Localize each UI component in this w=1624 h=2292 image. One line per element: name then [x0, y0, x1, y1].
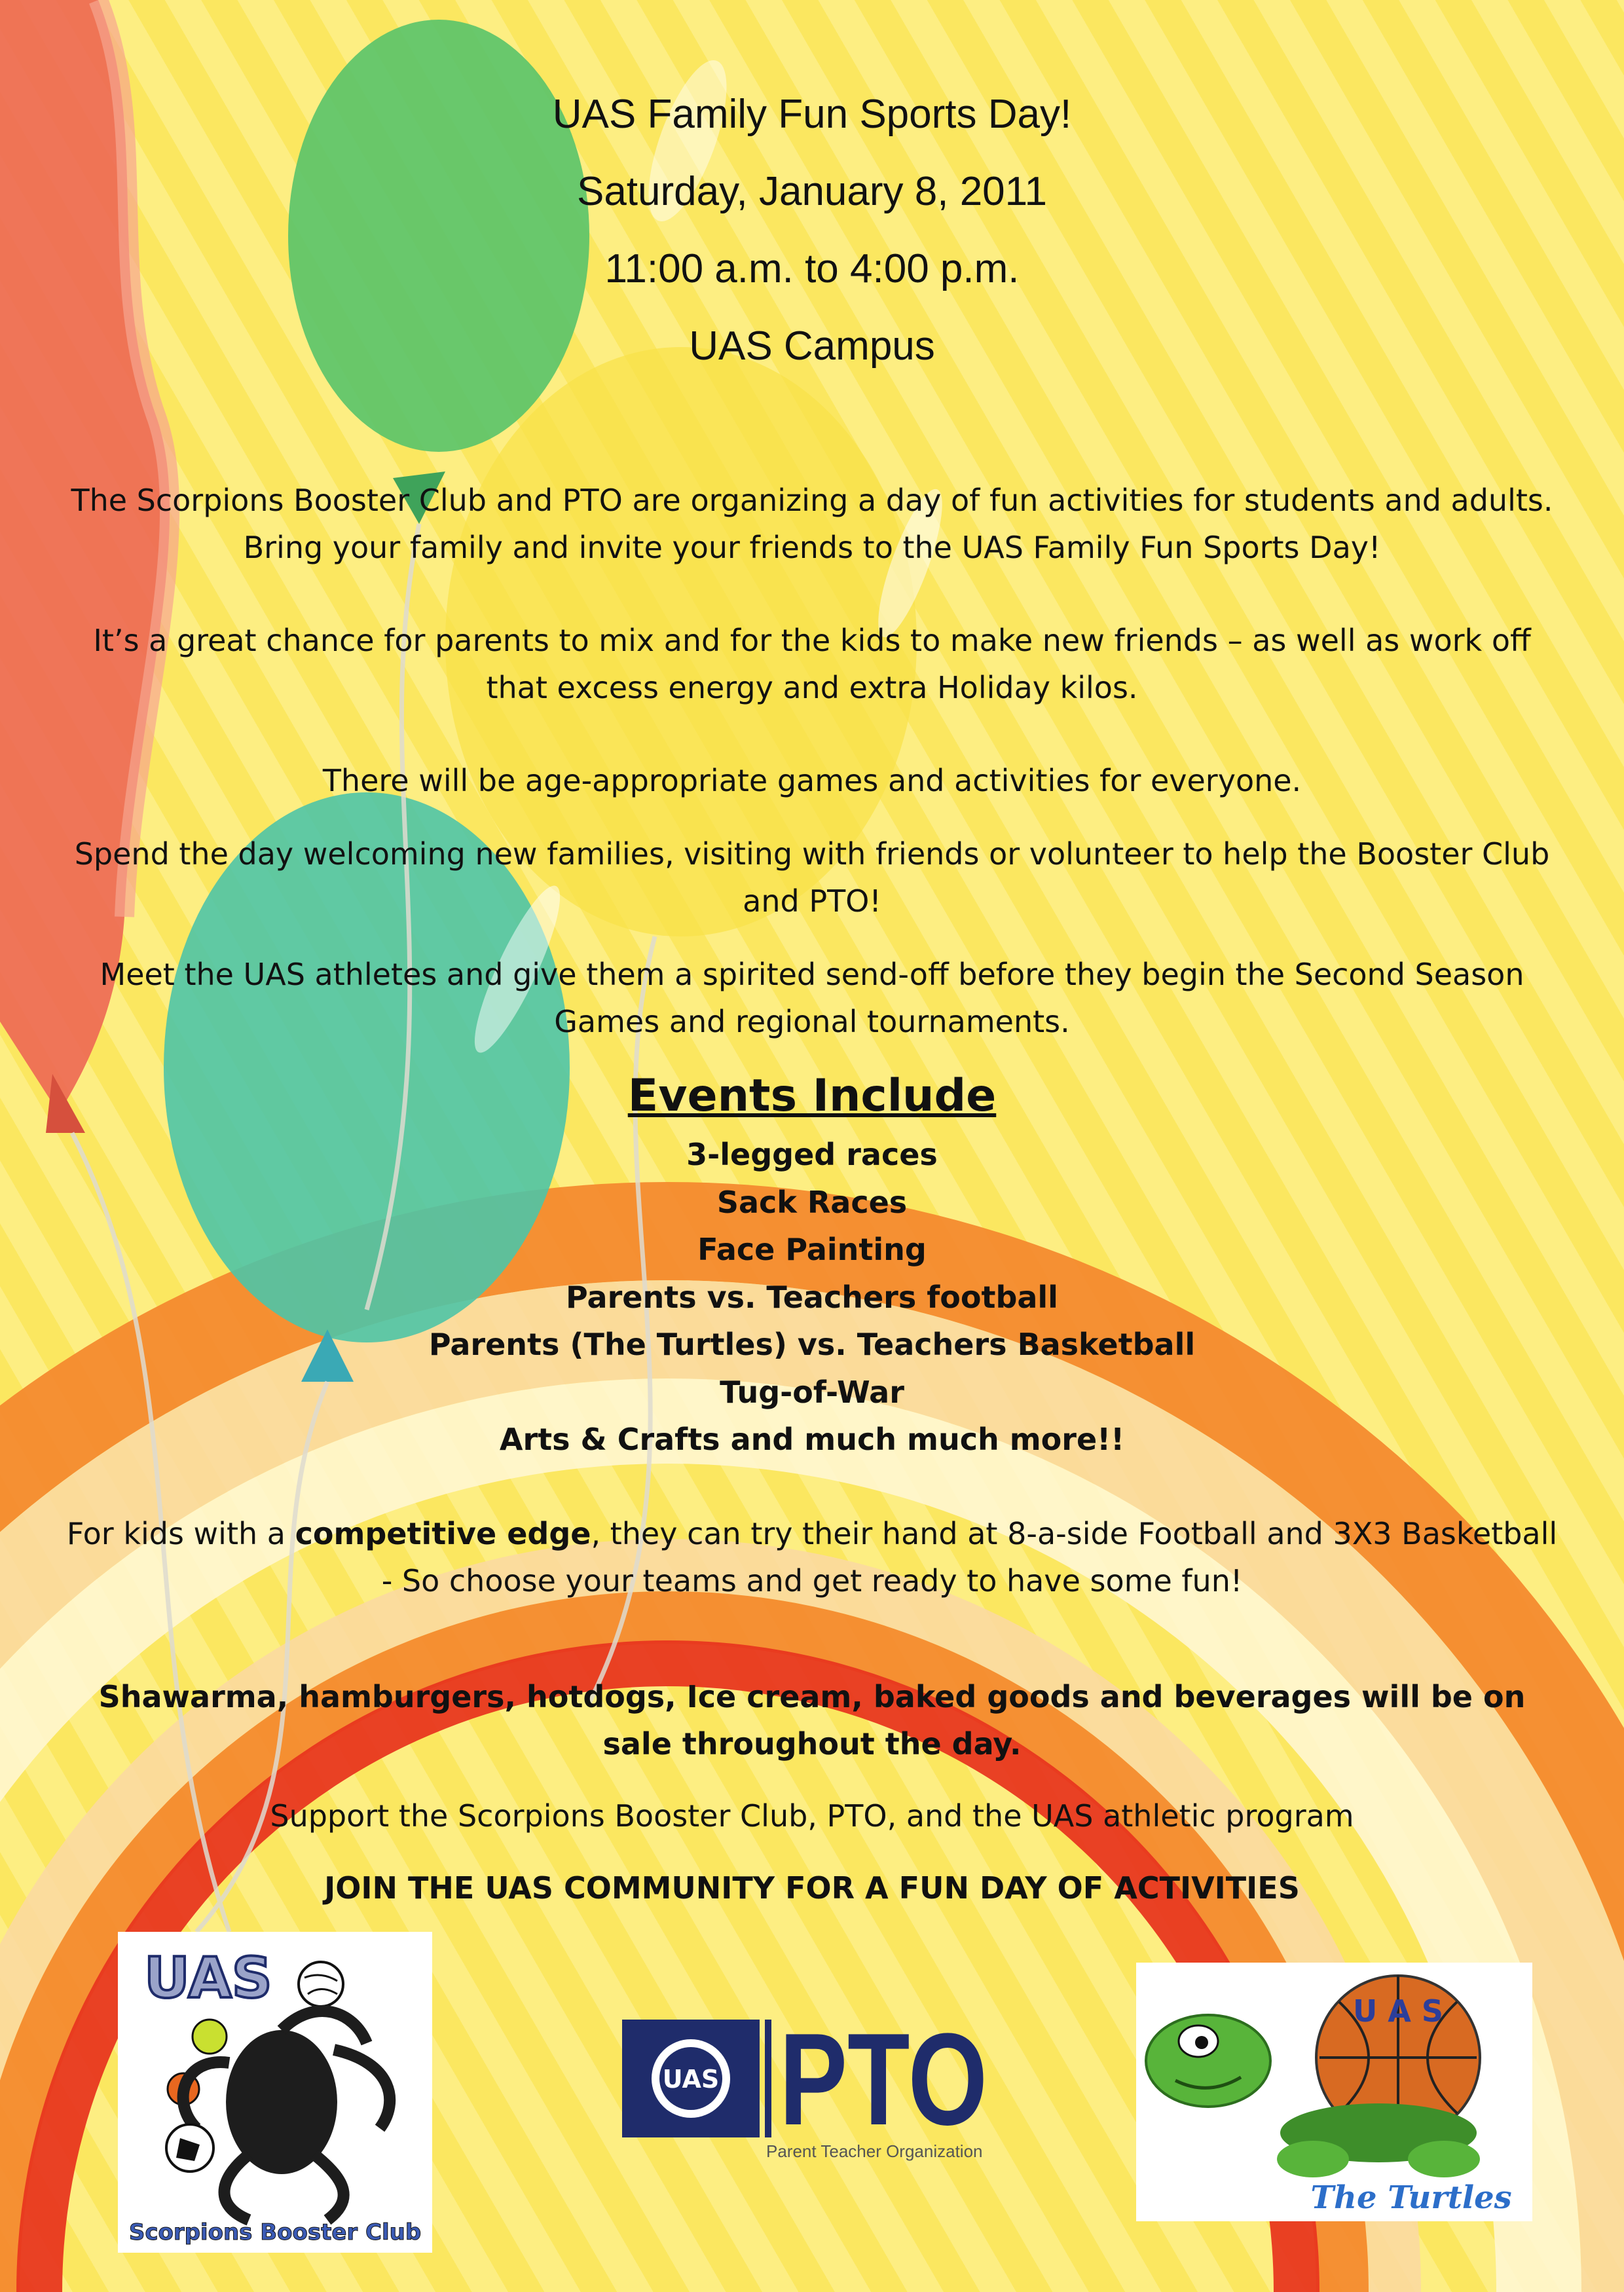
- pto-logo: [622, 2020, 995, 2164]
- paragraph-games: There will be age-appropriate games and activities for everyone.: [322, 763, 1302, 798]
- event-item: Face Painting: [697, 1232, 927, 1267]
- kids-emphasis: competitive edge: [295, 1516, 591, 1551]
- paragraph-support: Support the Scorpions Booster Club, PTO, and the UAS athletic program: [270, 1798, 1354, 1834]
- pto-icon: [622, 2020, 995, 2164]
- scorpions-logo-caption: Scorpions Booster Club: [128, 2219, 422, 2246]
- turtle-icon: [1136, 1963, 1532, 2221]
- event-item: Sack Races: [716, 1184, 908, 1220]
- turtles-logo: [1136, 1963, 1532, 2221]
- event-title: UAS Family Fun Sports Day!: [552, 92, 1072, 137]
- pto-badge-text: UAS: [662, 2065, 720, 2094]
- scorpions-booster-club-logo: [118, 1932, 432, 2253]
- event-item: Parents vs. Teachers football: [566, 1279, 1058, 1315]
- event-item: Arts & Crafts and much much more!!: [499, 1422, 1125, 1457]
- event-time: 11:00 a.m. to 4:00 p.m.: [604, 246, 1020, 291]
- paragraph-food: Shawarma, hamburgers, hotdogs, Ice cream, baked goods and beverages will be on sale throughout the day.: [98, 1679, 1526, 1762]
- paragraph-intro: The Scorpions Booster Club and PTO are organizing a day of fun activities for students and adults. Bring your family and invite your friends to the UAS Family Fun Sports Day!: [71, 483, 1553, 565]
- pto-caption: Parent Teacher Organization: [766, 2141, 983, 2161]
- scorpions-logo-uas: UAS: [144, 1946, 272, 2011]
- kids-text-before: For kids with a: [66, 1516, 295, 1551]
- events-list: [0, 1131, 1624, 1464]
- details-text: [59, 1510, 1565, 1912]
- scorpion-icon: [118, 1932, 432, 2253]
- event-item: Tug-of-War: [720, 1374, 904, 1410]
- event-item: 3-legged races: [686, 1137, 938, 1172]
- kids-text-after: , they can try their hand at 8-a-side Football and 3X3 Basketball - So choose your teams and get ready to have some fun!: [381, 1516, 1558, 1599]
- turtles-logo-caption: The Turtles: [1310, 2179, 1512, 2216]
- events-heading: Events Include: [627, 1070, 997, 1122]
- paragraph-kids: [59, 1510, 1565, 1604]
- event-item: Parents (The Turtles) vs. Teachers Basketball: [428, 1327, 1196, 1362]
- paragraph-chance: It’s a great chance for parents to mix and for the kids to make new friends – as well as work off that excess energy and extra Holiday kilos.: [93, 623, 1531, 705]
- paragraph-welcome: Spend the day welcoming new families, visiting with friends or volunteer to help the Booster Club and PTO!: [74, 836, 1550, 919]
- pto-name: PTO: [779, 2020, 987, 2153]
- event-header: [0, 92, 1624, 401]
- paragraph-athletes: Meet the UAS athletes and give them a spirited send-off before they begin the Second Season Games and regional tournaments.: [100, 957, 1524, 1039]
- event-date: Saturday, January 8, 2011: [576, 169, 1048, 214]
- intro-text: [59, 477, 1565, 1045]
- call-to-action: JOIN THE UAS COMMUNITY FOR A FUN DAY OF ACTIVITIES: [324, 1870, 1300, 1906]
- turtles-logo-letters: U A S: [1352, 1993, 1444, 2029]
- event-location: UAS Campus: [689, 323, 935, 369]
